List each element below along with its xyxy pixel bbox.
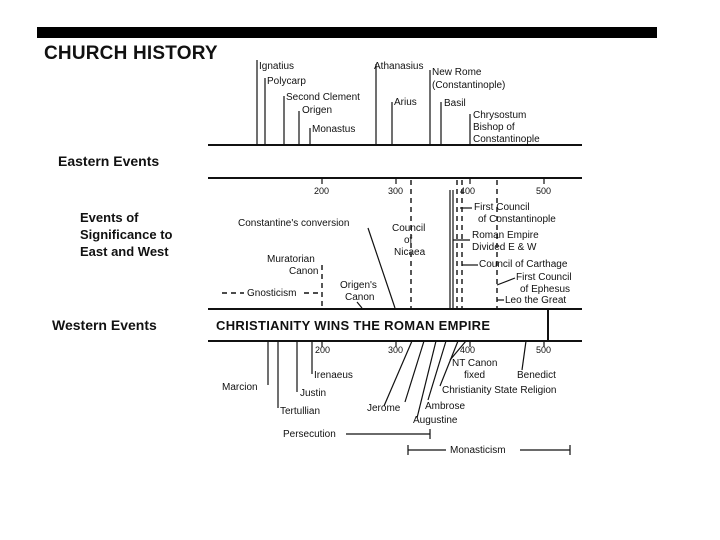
- roman-empire-label-2: Divided E & W: [472, 242, 537, 253]
- chrysostum-label-3: Constantinople: [473, 134, 540, 145]
- tertullian-label: Tertullian: [280, 406, 321, 417]
- new-rome-label-2: (Constantinople): [432, 80, 506, 91]
- ambrose-label: Ambrose: [425, 401, 466, 412]
- muratorian-label-2: Canon: [289, 266, 319, 277]
- persecution-label: Persecution: [283, 429, 336, 440]
- benedict-line: [522, 341, 526, 370]
- constantine-label: Constantine's conversion: [238, 218, 350, 229]
- ignatius-label: Ignatius: [259, 61, 295, 72]
- significance-label-1: Events of: [80, 210, 139, 225]
- council-carthage-label: Council of Carthage: [479, 259, 568, 270]
- christianity-state-label: Christianity State Religion: [442, 385, 557, 396]
- upper-tick-label-400: 400: [460, 186, 476, 196]
- justin-label: Justin: [300, 388, 327, 399]
- basil-label: Basil: [444, 98, 466, 109]
- irenaeus-label: Irenaeus: [314, 370, 353, 381]
- muratorian-label-1: Muratorian: [267, 254, 315, 265]
- upper-tick-label-200: 200: [314, 186, 330, 196]
- new-rome-label-1: New Rome: [432, 67, 482, 78]
- nt-canon-label-1: NT Canon: [452, 358, 498, 369]
- polycarp-label: Polycarp: [267, 76, 306, 87]
- athanasius-label: Athanasius: [374, 61, 424, 72]
- chrysostum-label-1: Chrysostum: [473, 110, 527, 121]
- upper-axis: [314, 178, 551, 196]
- eastern-events-label: Eastern Events: [58, 153, 160, 169]
- arius-label: Arius: [394, 97, 417, 108]
- second-clement-label: Second Clement: [286, 92, 360, 103]
- roman-empire-label-1: Roman Empire: [472, 230, 539, 241]
- origens-canon-label-2: Canon: [345, 292, 375, 303]
- first-council-ephesus-label-2: of Ephesus: [520, 284, 571, 295]
- significance-label-2: Significance to: [80, 227, 173, 242]
- monastus-label: Monastus: [312, 124, 356, 135]
- marcion-label: Marcion: [222, 382, 258, 393]
- lower-tick-label-400: 400: [460, 345, 476, 355]
- first-council-const-label-1: First Council: [474, 202, 530, 213]
- first-council-ephesus-tick: [497, 278, 515, 285]
- council-nicaea-label-3: Nicaea: [394, 247, 426, 258]
- leo-label: Leo the Great: [505, 295, 567, 306]
- lower-tick-label-500: 500: [536, 345, 552, 355]
- diagram-title: CHURCH HISTORY: [44, 43, 218, 64]
- council-nicaea-label-2: of: [404, 235, 413, 246]
- augustine-label: Augustine: [413, 415, 458, 426]
- monasticism-label: Monasticism: [450, 445, 506, 456]
- upper-tick-label-300: 300: [388, 186, 404, 196]
- significance-label-3: East and West: [80, 244, 169, 259]
- origens-canon-label-1: Origen's: [340, 280, 377, 291]
- upper-tick-label-500: 500: [536, 186, 552, 196]
- banner-text: CHRISTIANITY WINS THE ROMAN EMPIRE: [216, 318, 491, 333]
- first-council-const-label-2: of Constantinople: [478, 214, 556, 225]
- council-nicaea-label-1: Council: [392, 223, 426, 234]
- first-council-ephesus-label-1: First Council: [516, 272, 572, 283]
- benedict-label: Benedict: [517, 370, 556, 381]
- lower-tick-label-200: 200: [315, 345, 331, 355]
- chrysostum-label-2: Bishop of: [473, 122, 515, 133]
- gnosticism-label: Gnosticism: [247, 288, 297, 299]
- origen-label: Origen: [302, 105, 333, 116]
- nt-canon-label-2: fixed: [464, 370, 486, 381]
- western-events-label: Western Events: [52, 317, 157, 333]
- jerome-label: Jerome: [367, 403, 401, 414]
- lower-tick-label-300: 300: [388, 345, 404, 355]
